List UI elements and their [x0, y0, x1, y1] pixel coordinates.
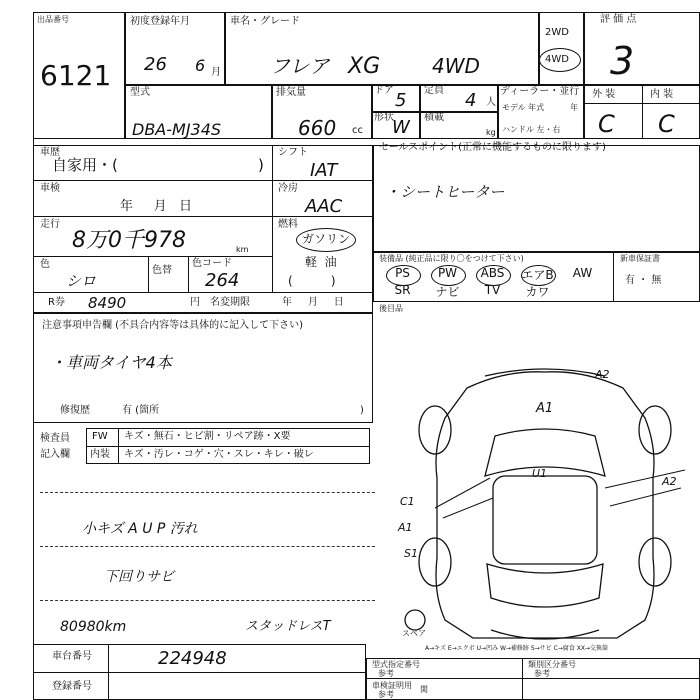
fuel-paren: ( ) [288, 274, 336, 288]
fuel-label: 燃料 [278, 219, 298, 230]
footer-right-divider [522, 658, 523, 700]
diagram-mark-a1-left: A1 [398, 521, 413, 534]
warranty-label: 新車保証書 [620, 254, 660, 263]
inspection-label: 車検 [40, 183, 60, 194]
kg-unit: kg [486, 128, 496, 137]
model-year-label: モデル 年式 [502, 103, 545, 112]
color-divider [148, 256, 149, 292]
aftermarket-label: 後目品 [379, 304, 403, 313]
warranty-divider [613, 252, 614, 302]
name-change-label: 名変期限 [210, 297, 250, 308]
damage-mark-left [435, 478, 493, 518]
recycle-label: R券 [48, 297, 65, 308]
class-desig-label: 類別区分番号 [528, 660, 576, 669]
score-label: 評 価 点 [600, 14, 637, 25]
selling-points-label: セールスポイント(正常に機能するものに限ります) [379, 142, 606, 153]
comment-2: 下回りサビ [104, 569, 174, 585]
inspector-label-1: 検査員 [40, 433, 70, 444]
drive-4wd: 4WD [545, 54, 569, 65]
reg-label: 登録番号 [52, 681, 92, 692]
notes-text: ・車両タイヤ4本 [50, 353, 172, 372]
capacity-value: 4 [465, 90, 477, 111]
interior-grade: C [658, 110, 675, 138]
first-reg-label: 初度登録年月 [130, 16, 190, 27]
yen-unit: 円 [190, 297, 200, 308]
inspector-row2-text: キズ・汚レ・コゲ・穴・スレ・キレ・破レ [124, 449, 314, 460]
equipment-item: TV [484, 283, 501, 297]
diagram-mark-c1: C1 [400, 495, 415, 508]
diagram-mark-a2-right: A2 [662, 475, 677, 488]
color-code-divider [188, 256, 189, 292]
spare-tire [405, 610, 425, 630]
chassis-number: 224948 [158, 648, 227, 669]
equipment-item: ナビ [435, 285, 460, 299]
equipment-label: 装備品 (純正品に限り〇をつけて下さい) [379, 254, 524, 263]
shape-value: W [392, 117, 410, 138]
wheel-front-left [419, 406, 451, 454]
equipment-item: SR [394, 283, 411, 297]
repair-close: ) [360, 405, 364, 416]
mileage-value: 8万0千978 [72, 228, 186, 253]
score-value: 3 [610, 39, 635, 83]
chassis-label: 車台番号 [52, 651, 92, 662]
exterior-grade: C [598, 110, 615, 138]
model-label: 型式 [130, 87, 150, 98]
exterior-label: 外 装 [592, 89, 616, 100]
aircon-label: 冷房 [278, 183, 298, 194]
usage-value: 自家用・( [52, 156, 118, 174]
aircon-value: AAC [305, 196, 343, 217]
notes-label: 注意事項申告欄 (不具合内容等は具体的に記入して下さい) [42, 320, 303, 331]
repair-label: 修復歴 [60, 405, 90, 416]
equipment-item: PS [395, 266, 410, 280]
lot-label: 出品番号 [37, 15, 69, 24]
comment-line-2 [40, 546, 375, 547]
history-line-4 [33, 292, 373, 293]
first-reg-year: 26 [144, 54, 167, 75]
footer-divider [108, 644, 109, 700]
fuel-other: 軽 油 [305, 255, 337, 269]
class-desig-reference: 参考 [534, 669, 550, 678]
inspector-row-line [86, 446, 370, 447]
shift-label: シフト [278, 147, 308, 158]
month-unit: 月 [211, 67, 221, 78]
color-code-value: 264 [205, 270, 240, 291]
doors-label: ドア [374, 85, 394, 96]
related-label: 関 [420, 685, 428, 694]
equipment-item: ABS [480, 266, 505, 280]
comment-line-3 [40, 600, 375, 601]
repair-value: 有 (箇所 [122, 405, 160, 416]
wheel-rear-left [419, 538, 451, 586]
equipment-item: エアB [521, 268, 554, 282]
comment-line-1 [40, 492, 375, 493]
diagram-mark-a2-top: A2 [595, 368, 610, 381]
diagram-mark-s1: S1 [404, 547, 418, 560]
cc-unit: cc [352, 125, 363, 136]
drive-2wd: 2WD [545, 27, 569, 38]
type-desig-label: 型式指定番号 [372, 660, 420, 669]
inspector-row2-head: 内装 [90, 449, 110, 460]
capacity-label: 定員 [424, 85, 444, 96]
fuel-selected: ガソリン [302, 232, 351, 246]
interior-label: 内 装 [650, 89, 674, 100]
usage-close: ) [258, 156, 264, 174]
equipment-item: カワ [525, 285, 550, 299]
footer-line [33, 672, 366, 673]
recycle-amount: 8490 [88, 294, 127, 312]
handle-label: ハンドル 左・右 [502, 125, 561, 134]
displacement-value: 660 [298, 116, 337, 140]
repaint-label: 色替 [152, 265, 172, 276]
dealer-label: ディーラー・並行 [500, 86, 580, 97]
drive: 4WD [432, 54, 480, 78]
diagram-mark-a1-roof: A1 [536, 401, 554, 416]
wheel-rear-right [639, 538, 671, 586]
grade: XG [348, 54, 381, 79]
diagram-legend: A→キズ E→エクボ U→凹み W→補修跡 S→サビ C→腐食 XX→交換箇 [425, 645, 608, 652]
name-change-text: 年 月 日 [282, 297, 344, 308]
history-divider [272, 145, 273, 292]
doors-value: 5 [395, 90, 407, 111]
car-grade-label: 車名・グレード [230, 16, 300, 27]
inspector-row1-text: キズ・無石・ヒビ割・リペア跡・X要 [124, 431, 291, 442]
vehicle-id-reference: 参考 [378, 690, 394, 699]
equipment-item: AW [572, 266, 593, 280]
inspector-head-divider [118, 428, 119, 464]
color-code-label: 色コード [192, 258, 232, 269]
shape-label: 形状 [374, 112, 394, 123]
lot-number: 6121 [40, 59, 112, 92]
equipment-item: PW [437, 266, 458, 280]
inspection-text: 年 月 日 [120, 199, 193, 214]
spare-label: スペア [402, 629, 426, 638]
grade-divider [642, 85, 643, 139]
inspector-label-2: 記入欄 [40, 449, 70, 460]
km-unit: km [236, 245, 249, 254]
comment-1: 小キズ A U P 汚れ [82, 521, 198, 537]
selling-points-text: ・シートヒーター [385, 183, 505, 201]
mileage-label: 走行 [40, 219, 60, 230]
wheel-front-right [639, 406, 671, 454]
car-name: フレア [270, 54, 330, 78]
first-reg-month: 6 [195, 56, 206, 75]
comment-3: 80980km [60, 619, 127, 635]
car-rear-window [487, 564, 603, 607]
diagram-mark-u1: U1 [532, 467, 548, 480]
inspector-row1-head: FW [92, 431, 108, 442]
history-line-3 [33, 256, 273, 257]
usage-label: 車歴 [40, 147, 60, 158]
footer-right-line [366, 678, 700, 679]
grade-label-line [584, 103, 700, 104]
type-desig-reference: 参考 [378, 669, 394, 678]
year-unit: 年 [570, 103, 578, 112]
color-label: 色 [40, 259, 50, 270]
shift-value: IAT [310, 160, 338, 181]
color-value: シロ [66, 272, 97, 290]
capacity-unit: 人 [486, 97, 496, 108]
car-cabin [493, 476, 597, 564]
warranty-options: 有 ・ 無 [625, 275, 662, 286]
vehicle-id-label: 車検証明用 [372, 681, 412, 690]
displacement-label: 排気量 [276, 87, 306, 98]
model-value: DBA-MJ34S [132, 120, 222, 139]
comment-4: スタッドレスT [245, 619, 331, 634]
load-label: 積載 [424, 112, 444, 123]
